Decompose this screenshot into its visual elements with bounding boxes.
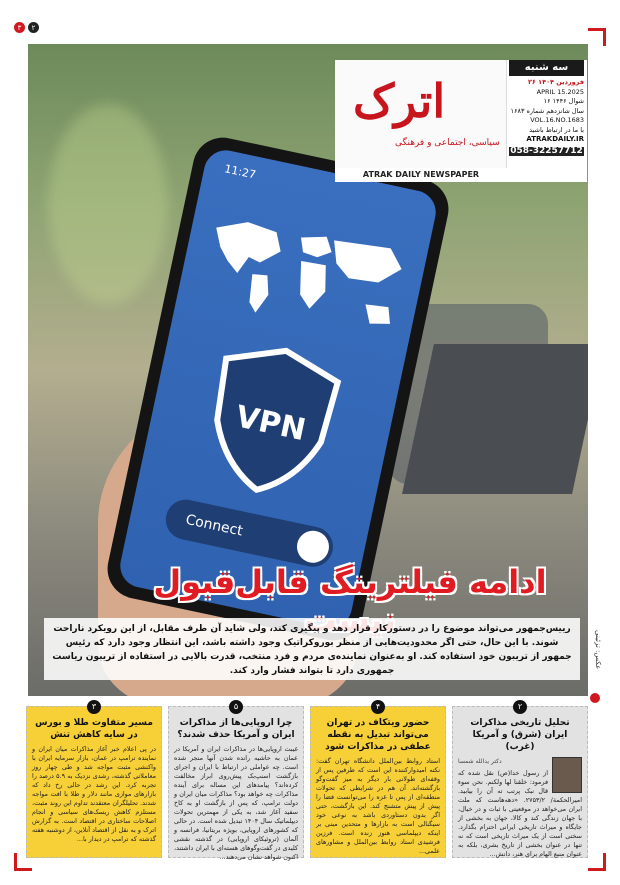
author-photo: [552, 757, 582, 793]
newspaper-logo: [335, 60, 507, 179]
column-text: در پی اعلام خبر آغاز مذاکرات میان ایران و نماینده ترامپ در عمان، بازار سرمایه ایران با واکنشی مثبت مواجه شد و طی چهار روز معاملاتی گذشته، رشدی نزدیک به ۵.۹ درصد را تجربه کرد. این رشد در حالی رخ داد که بازارهای موازی مانند دلار و طلا با افت مواجه شدند. تحلیلگران معتقدند تداوم این روند مثبت، مستلزم کاهش ریسک‌های سیاسی و انجام اصلاحات ساختاری در اقتصاد است. به گزارش اترک و به نقل از اقتصاد آنلاین، از دوشنبه هفته گذشته که ترامپ در دیدار با...: [32, 745, 156, 843]
column-title[interactable]: حضور ویتکاف در تهران می‌تواند تبدیل به نقطه عطفی در مذاکرات شود: [325, 718, 431, 752]
newspaper-english-name: ATRAK DAILY NEWSPAPER: [335, 168, 507, 182]
column-author: دکتر یدالله شمسا: [458, 758, 502, 765]
date-english: APRIL 15.2025: [536, 87, 584, 96]
vpn-shield-icon: [194, 334, 348, 507]
column-text: از رسول خدا(ص) نقل شده که فرمود: خلقنا لها ولكنم. نحن سوء قال نبک پرتب ته آن را بیابید. امیرالحکمة/ ۲۷۵۳/۲. «دهه‌هاست که ملت ایران می‌خواهد در موقعیتی با ثبات و در خیال، با جهان زندگی کند و کالا، جهان به بخشی از جایگاه و میراث تاریخی ایرانی احترام بگذارد. سختی است از یک میراث تاریخی است که نه تنها در عنوان بخشی از تاریخ بشری، بلکه به عنوان منبع الهام برای هنر، دانش...: [458, 769, 582, 858]
phone-clock: 11:27: [223, 162, 258, 182]
column-title[interactable]: مسیر متفاوت طلا و بورس در سایه کاهش تنش: [35, 718, 153, 740]
newspaper-title: اترک: [353, 74, 446, 128]
main-headline[interactable]: ادامه فیلترینگ قابل‌قبول: [153, 563, 547, 601]
news-column[interactable]: [168, 702, 304, 861]
masthead-info: [509, 60, 587, 182]
connect-toggle[interactable]: [162, 496, 337, 570]
page-arrow-icon: [590, 693, 600, 703]
issue-english: VOL.16.NO.1683: [530, 116, 584, 124]
background-foliage: [48, 104, 168, 304]
page-number-marker: [14, 22, 39, 33]
photo-credit: عکس: تزئینی: [594, 630, 602, 670]
column-title[interactable]: چرا اروپایی‌ها از مذاکرات ایران و آمریکا حذف شدند؟: [177, 718, 295, 740]
news-column[interactable]: [310, 702, 446, 858]
website-link[interactable]: ATRAKDAILY.IR: [526, 135, 584, 143]
date-hijri: ۱۶ شوال ۱۴۴۶: [543, 97, 584, 105]
toggle-knob: [294, 528, 332, 566]
column-page-number: ۵: [229, 700, 243, 714]
column-title[interactable]: تحلیل تاریخی مذاکرات ایران (شرق) و آمریکا (غرب): [470, 718, 570, 752]
newspaper-subtitle: سیاسی، اجتماعی و فرهنگی: [395, 138, 500, 148]
site-label: با ما در ارتباط باشید: [529, 125, 584, 134]
lead-paragraph: رییس‌جمهور می‌تواند موضوع را در دستورکار قرار دهد و پیگیری کند، ولی شاید آن طرف مقابل، از این رویکرد ناراحت شوند. با این حال، حتی اگر محدودیت‌هایی از منظر بوروکراتیک وجود داشته باشد، این انتظار وجود دارد که رئیس جمهور از تریبون خود استفاده کند. او به‌عنوان نماینده‌ی مردم و فرد منتخب، قدرت بالایی در استفاده از تریبون ریاست جمهوری دارد تا بتواند فشار وارد کند.: [44, 618, 580, 680]
column-text: استاد روابط بین‌الملل دانشگاه تهران گفت: نکته امیدوارکننده این است که طرفین پس از وقفه‌ای طولانی بار دیگر به میز گفت‌وگو بازگشته‌اند. آن هم در شرایطی که تحولات منطقه‌ای از پس تا غزه را می‌توانست فضا را پیش از پیش متشنج کند. این بازگشت، حتی اگر بدون دستاوردی باشد به نوعی خود سیگنالی است به بازارها و متحدین مبنی بر اینکه دیپلماسی هنوز زنده است. فرزین فرشیدی استاد روابط بین‌الملل و مشاورهای علمی...: [316, 757, 440, 855]
background-laptop: [402, 344, 588, 494]
issue-persian: سال شانزدهم شماره ۱۶۸۳: [510, 106, 584, 115]
column-page-number: ۳: [87, 700, 101, 714]
news-column[interactable]: [452, 702, 588, 858]
news-column[interactable]: [26, 702, 162, 858]
masthead: [335, 60, 587, 182]
world-map-icon: [190, 196, 418, 347]
crop-mark-bottom-right: [588, 853, 606, 871]
date-persian: ۲۶ فروردین ۱۴۰۴: [527, 78, 584, 86]
news-columns: [26, 702, 588, 861]
vpn-label: VPN: [232, 399, 309, 449]
weekday: سه شنبه: [509, 60, 584, 76]
phone-number: 058-32257712: [510, 145, 583, 156]
page-number-b: ۲: [28, 22, 39, 33]
connect-label: Connect: [184, 511, 245, 540]
column-page-number: ۲: [513, 700, 527, 714]
column-page-number: ۴: [371, 700, 385, 714]
page-number-a: ۳: [14, 22, 25, 33]
column-text: غیبت اروپایی‌ها در مذاکرات ایران و آمریکا در عمان به حاشیه رانده شدن آنها منجر شده است. چه عواملی در ارتباط با ایران و اجرای بازگشت اسنپ‌بک پیش‌روی ابراز مخالفت کرده‌اند؟ پیامدهای این مساله برای آینده مذاکرات چه خواهد بود؟ مذاکرات میان ایران و دولت ترامپ، که پس از بازگشت او به کاخ سفید آغاز شد، به یکی از مهمترین تحولات دیپلماتیک سال ۱۴۰۴ تبدیل شده است. در حالی که کشورهای اروپایی، بویژه بریتانیا، فرانسه و آلمان (تروئیکای اروپایی) در گذشته نقشی کلیدی در گفت‌وگوهای هسته‌ای با ایران داشتند، اکنون شواهد نشان می‌دهند...: [174, 745, 299, 861]
crop-mark-top-right: [588, 28, 606, 46]
